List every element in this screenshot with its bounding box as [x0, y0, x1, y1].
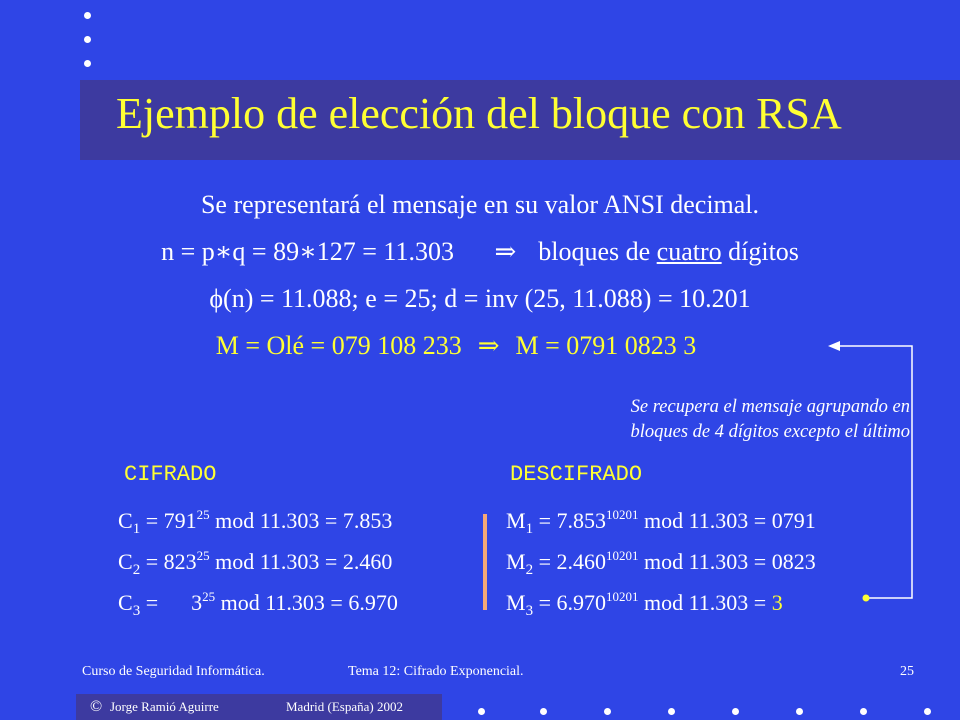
- decor-dot: [796, 708, 803, 715]
- copyright-icon: ©: [90, 698, 103, 715]
- footer-place: Madrid (España) 2002: [286, 699, 403, 714]
- decor-dot: [604, 708, 611, 715]
- cipher-row-1: $C_1 = 791^{25}$ mod 11.303 = 7.853: [118, 507, 393, 537]
- modulus-line: n = p∗q = 89∗127 = 11.303 ⇒ bloques de cuatro dígitos: [161, 237, 799, 266]
- underlined-word: cuatro: [656, 237, 722, 266]
- cipher-row-3: $C_3$ = $3^{25}$ mod 11.303 = 6.970: [118, 589, 398, 619]
- implies-arrow-icon: ⇒: [494, 237, 517, 266]
- decipher-row-1: $M_1 = 7.853^{10201}$ mod 11.303 = 0791: [506, 507, 816, 537]
- decipher-row-3: $M_3 = 6.970^{10201}$ mod 11.303 = 3: [506, 589, 783, 619]
- decor-dot: [478, 708, 485, 715]
- decor-dot: [860, 708, 867, 715]
- cifrado-header: CIFRADO: [124, 462, 217, 487]
- cipher-row-2: $C_2 = 823^{25}$ mod 11.303 = 2.460: [118, 548, 393, 578]
- recovery-note: Se recupera el mensaje agrupando en bloques de 4 dígitos excepto el último: [630, 397, 910, 442]
- footer-author: Jorge Ramió Aguirre: [110, 699, 219, 714]
- descifrado-header: DESCIFRADO: [510, 462, 643, 487]
- multiply-symbol: ∗: [214, 237, 233, 266]
- page-number: 25: [900, 664, 914, 679]
- decor-dot: [924, 708, 931, 715]
- footer-topic: Tema 12: Cifrado Exponencial.: [348, 664, 524, 679]
- footer-course: Curso de Seguridad Informática.: [82, 664, 265, 679]
- phi-line: ϕ(n) = 11.088; e = 25; d = inv (25, 11.088) = 10.201: [209, 284, 751, 313]
- decipher-row-2: $M_2 = 2.460^{10201}$ mod 11.303 = 0823: [506, 548, 816, 578]
- decor-dot: [668, 708, 675, 715]
- decor-dot: [732, 708, 739, 715]
- intro-line: Se representará el mensaje en su valor ANSI decimal.: [200, 190, 760, 219]
- message-line: M = Olé = 079 108 233 ⇒ M = 0791 0823 3: [215, 331, 697, 360]
- implies-arrow-icon: ⇒: [477, 331, 500, 360]
- multiply-symbol: ∗: [299, 237, 317, 266]
- decor-dot: [540, 708, 547, 715]
- column-divider: [483, 514, 487, 610]
- last-block-value: 3: [771, 590, 783, 615]
- slide-title: Ejemplo de elección del bloque con RSA: [116, 89, 842, 138]
